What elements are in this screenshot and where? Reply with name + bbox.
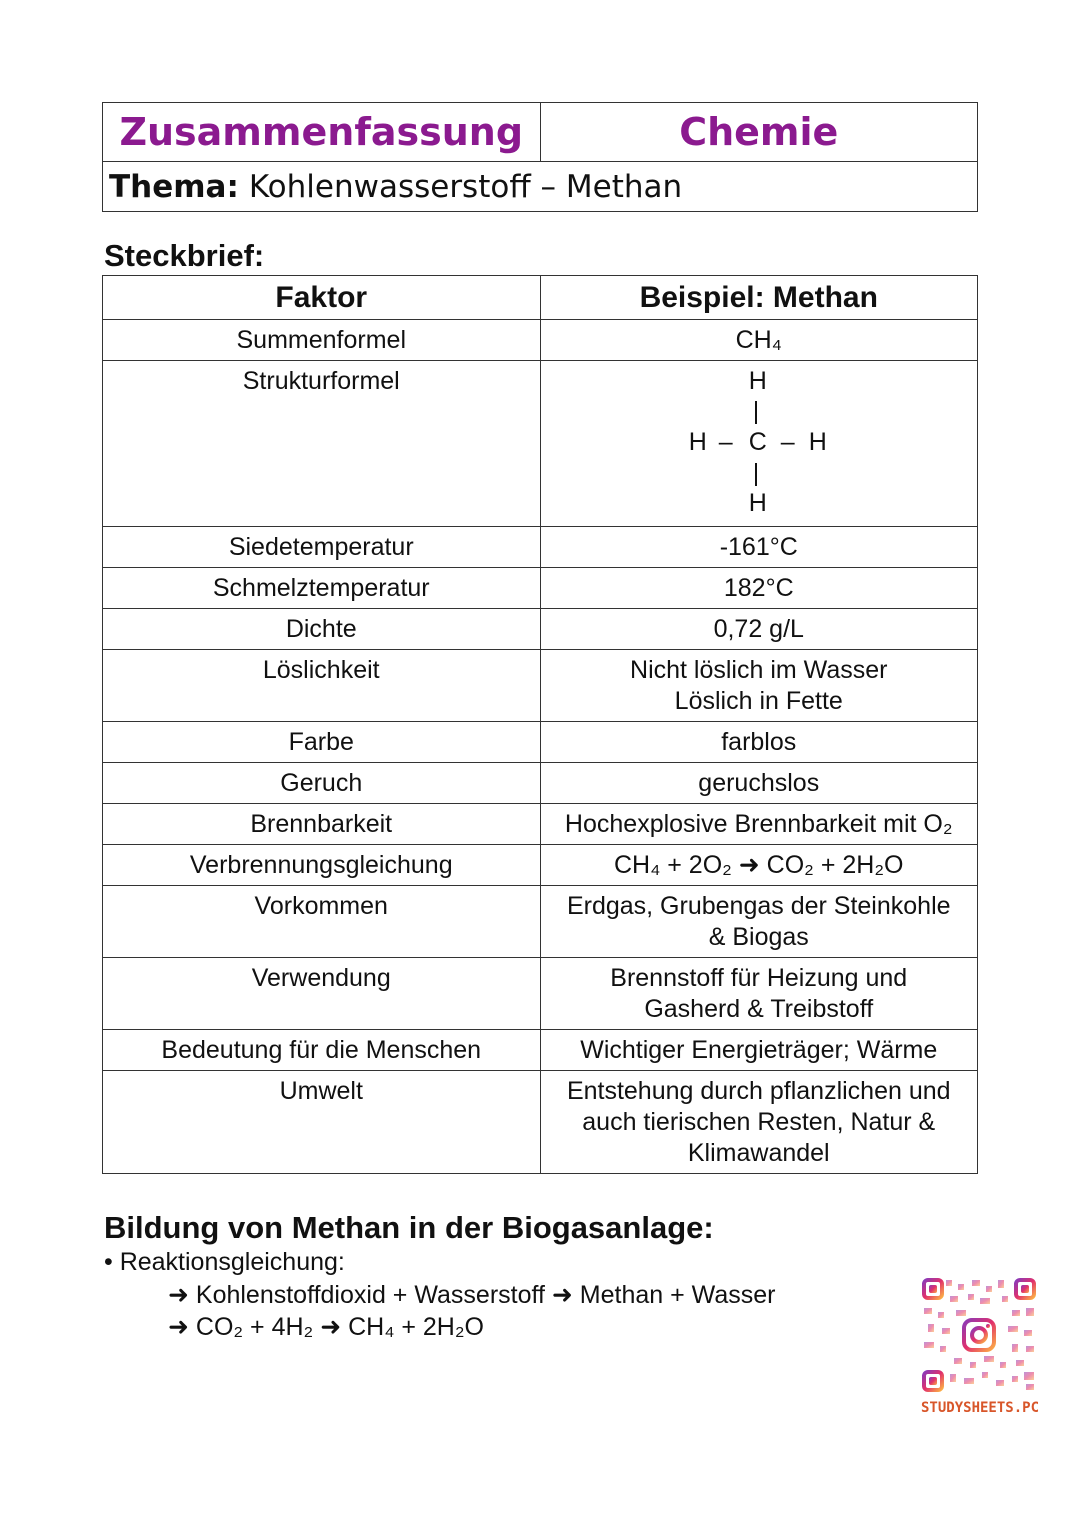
table-row bbox=[103, 320, 978, 361]
summary-title: Zusammenfassung bbox=[103, 103, 541, 161]
factor-cell: Farbe bbox=[103, 722, 541, 763]
value-cell: 182°C bbox=[540, 568, 978, 609]
value-line: Entstehung durch pflanzlichen und bbox=[566, 1077, 951, 1105]
table-row bbox=[103, 804, 978, 845]
bond-left: – bbox=[718, 428, 733, 456]
factor-cell: Brennbarkeit bbox=[103, 804, 541, 845]
table-row bbox=[103, 1030, 978, 1071]
value-cell: -161°C bbox=[540, 527, 978, 568]
methane-structure bbox=[679, 366, 839, 516]
table-row bbox=[103, 886, 978, 958]
factor-cell: Vorkommen bbox=[103, 886, 541, 958]
value-line: auch tierischen Resten, Natur & bbox=[582, 1108, 936, 1136]
reaction-equation-words: ➜ Kohlenstoffdioxid + Wasserstoff ➜ Methan + Wasser bbox=[168, 1281, 776, 1309]
table-row bbox=[103, 527, 978, 568]
value-cell: CH₄ + 2O₂ ➜ CO₂ + 2H₂O bbox=[540, 845, 978, 886]
atom-c: C bbox=[748, 428, 767, 456]
factor-cell: Siedetemperatur bbox=[103, 527, 541, 568]
value-cell bbox=[540, 1071, 978, 1174]
table-row bbox=[103, 609, 978, 650]
value-line: Löslich in Fette bbox=[674, 687, 843, 715]
subject-title: Chemie bbox=[679, 110, 839, 154]
value-line: Klimawandel bbox=[687, 1139, 830, 1167]
value-cell: farblos bbox=[540, 722, 978, 763]
value-cell bbox=[540, 650, 978, 722]
steckbrief-heading: Steckbrief: bbox=[104, 238, 265, 273]
value-cell bbox=[540, 886, 978, 958]
factor-cell: Umwelt bbox=[103, 1071, 541, 1174]
value-cell: 0,72 g/L bbox=[540, 609, 978, 650]
biogas-heading: Bildung von Methan in der Biogasanlage: bbox=[104, 1210, 714, 1245]
factor-cell: Summenformel bbox=[103, 320, 541, 361]
column-header-example: Beispiel: Methan bbox=[540, 276, 978, 320]
atom-h-right: H bbox=[808, 428, 827, 456]
table-row bbox=[103, 650, 978, 722]
table-row bbox=[103, 763, 978, 804]
table-row bbox=[103, 958, 978, 1030]
bond-top: | bbox=[752, 397, 760, 425]
qr-code-icon[interactable] bbox=[920, 1276, 1038, 1394]
table-row bbox=[103, 722, 978, 763]
factor-cell: Dichte bbox=[103, 609, 541, 650]
topic-value: Kohlenwasserstoff – Methan bbox=[248, 169, 683, 205]
factor-cell: Löslichkeit bbox=[103, 650, 541, 722]
value-line: Nicht löslich im Wasser bbox=[630, 656, 888, 684]
table-row bbox=[103, 845, 978, 886]
factor-cell: Verbrennungsgleichung bbox=[103, 845, 541, 886]
header-box bbox=[102, 102, 978, 212]
structure-formula-cell bbox=[540, 361, 978, 527]
factor-cell: Bedeutung für die Menschen bbox=[103, 1030, 541, 1071]
atom-h-bottom: H bbox=[748, 489, 767, 517]
topic-row bbox=[103, 162, 977, 212]
value-cell: CH₄ bbox=[540, 320, 978, 361]
header-title-row bbox=[103, 103, 977, 162]
factor-cell: Verwendung bbox=[103, 958, 541, 1030]
factor-cell: Schmelztemperatur bbox=[103, 568, 541, 609]
value-cell: Wichtiger Energieträger; Wärme bbox=[540, 1030, 978, 1071]
column-header-factor: Faktor bbox=[103, 276, 541, 320]
value-line: Gasherd & Treibstoff bbox=[644, 995, 874, 1023]
value-line: Brennstoff für Heizung und bbox=[610, 964, 908, 992]
factor-cell: Strukturformel bbox=[103, 361, 541, 527]
value-line: & Biogas bbox=[708, 923, 809, 951]
table-row bbox=[103, 361, 978, 527]
reaction-equation-formula: ➜ CO₂ + 4H₂ ➜ CH₄ + 2H₂O bbox=[168, 1313, 485, 1341]
bond-bottom: | bbox=[752, 459, 760, 487]
atom-h-top: H bbox=[748, 367, 767, 395]
value-cell bbox=[540, 958, 978, 1030]
value-cell: Hochexplosive Brennbarkeit mit O₂ bbox=[540, 804, 978, 845]
table-header-row bbox=[103, 276, 978, 320]
topic-label: Thema: bbox=[109, 169, 239, 205]
table-row bbox=[103, 568, 978, 609]
facts-table bbox=[102, 275, 978, 1174]
bond-right: – bbox=[780, 428, 795, 456]
factor-cell: Geruch bbox=[103, 763, 541, 804]
value-cell: geruchslos bbox=[540, 763, 978, 804]
reaction-bullet: • Reaktionsgleichung: bbox=[104, 1248, 345, 1276]
brand-label: STUDYSHEETS.PC bbox=[921, 1400, 1040, 1416]
value-line: Erdgas, Grubengas der Steinkohle bbox=[566, 892, 951, 920]
table-row bbox=[103, 1071, 978, 1174]
atom-h-left: H bbox=[688, 428, 707, 456]
